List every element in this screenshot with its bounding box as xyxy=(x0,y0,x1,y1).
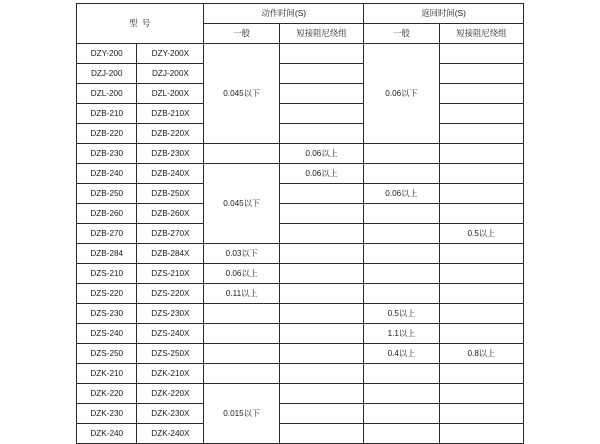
cell-action-damping xyxy=(279,64,363,84)
cell-model-primary: DZY-200 xyxy=(77,44,137,64)
cell-model-primary: DZB-240 xyxy=(77,164,137,184)
cell-model-primary: DZS-220 xyxy=(77,284,137,304)
table-row xyxy=(77,204,524,224)
table-row xyxy=(77,364,524,384)
cell-model-primary: DZB-220 xyxy=(77,124,137,144)
cell-return-general xyxy=(364,244,440,264)
cell-model-secondary: DZK-220X xyxy=(137,384,204,404)
cell-return-damping xyxy=(439,284,523,304)
cell-model-secondary: DZS-230X xyxy=(137,304,204,324)
cell-action-damping xyxy=(279,224,363,244)
cell-action-damping xyxy=(279,44,363,64)
table-row xyxy=(77,224,524,244)
cell-return-damping xyxy=(439,84,523,104)
column-header-return-damping: 短接阻尼绕组 xyxy=(439,24,523,44)
cell-model-primary: DZB-230 xyxy=(77,144,137,164)
cell-model-primary: DZJ-200 xyxy=(77,64,137,84)
cell-action-damping xyxy=(279,204,363,224)
column-header-return-time: 返回时间(S) xyxy=(364,4,524,24)
cell-action-damping xyxy=(279,104,363,124)
cell-return-damping xyxy=(439,104,523,124)
cell-action-damping xyxy=(279,124,363,144)
cell-action-damping xyxy=(279,84,363,104)
cell-action-damping xyxy=(279,344,363,364)
cell-action-general xyxy=(204,304,280,324)
cell-model-primary: DZS-250 xyxy=(77,344,137,364)
cell-action-damping: 0.06以上 xyxy=(279,144,363,164)
cell-model-primary: DZS-240 xyxy=(77,324,137,344)
cell-action-damping xyxy=(279,264,363,284)
cell-return-damping xyxy=(439,204,523,224)
cell-return-general: 0.5以上 xyxy=(364,304,440,324)
cell-action-damping xyxy=(279,404,363,424)
table-row xyxy=(77,124,524,144)
cell-return-damping xyxy=(439,124,523,144)
cell-return-damping xyxy=(439,164,523,184)
table-row xyxy=(77,284,524,304)
table-row xyxy=(77,184,524,204)
cell-action-damping xyxy=(279,364,363,384)
table-row xyxy=(77,324,524,344)
table-row xyxy=(77,344,524,364)
cell-return-damping: 0.8以上 xyxy=(439,344,523,364)
cell-model-primary: DZL-200 xyxy=(77,84,137,104)
cell-return-damping xyxy=(439,304,523,324)
cell-model-primary: DZB-210 xyxy=(77,104,137,124)
cell-action-general: 0.015以下 xyxy=(204,384,280,444)
table-row xyxy=(77,304,524,324)
cell-return-general xyxy=(364,264,440,284)
table-row xyxy=(77,404,524,424)
cell-action-damping xyxy=(279,384,363,404)
cell-return-damping xyxy=(439,424,523,444)
table-row xyxy=(77,384,524,404)
table-row xyxy=(77,64,524,84)
cell-model-secondary: DZB-230X xyxy=(137,144,204,164)
cell-return-damping: 0.5以上 xyxy=(439,224,523,244)
cell-model-primary: DZS-210 xyxy=(77,264,137,284)
cell-return-general: 0.4以上 xyxy=(364,344,440,364)
cell-action-damping xyxy=(279,184,363,204)
cell-return-general xyxy=(364,404,440,424)
table-body xyxy=(77,44,524,444)
cell-action-damping xyxy=(279,284,363,304)
cell-model-secondary: DZB-250X xyxy=(137,184,204,204)
cell-model-primary: DZB-250 xyxy=(77,184,137,204)
cell-model-secondary: DZB-220X xyxy=(137,124,204,144)
cell-return-general: 1.1以上 xyxy=(364,324,440,344)
cell-action-general: 0.03以下 xyxy=(204,244,280,264)
cell-action-general: 0.045以下 xyxy=(204,44,280,144)
cell-return-general xyxy=(364,284,440,304)
column-header-action-general: 一般 xyxy=(204,24,280,44)
column-header-model: 型 号 xyxy=(77,4,204,44)
cell-return-general: 0.06以上 xyxy=(364,184,440,204)
cell-return-damping xyxy=(439,184,523,204)
cell-model-secondary: DZB-260X xyxy=(137,204,204,224)
cell-return-damping xyxy=(439,324,523,344)
cell-return-damping xyxy=(439,64,523,84)
cell-return-damping xyxy=(439,244,523,264)
cell-model-primary: DZB-260 xyxy=(77,204,137,224)
cell-model-primary: DZK-220 xyxy=(77,384,137,404)
cell-model-secondary: DZS-210X xyxy=(137,264,204,284)
cell-return-damping xyxy=(439,404,523,424)
cell-model-secondary: DZB-240X xyxy=(137,164,204,184)
cell-model-secondary: DZS-220X xyxy=(137,284,204,304)
cell-model-secondary: DZL-200X xyxy=(137,84,204,104)
cell-model-secondary: DZS-240X xyxy=(137,324,204,344)
cell-action-general: 0.045以下 xyxy=(204,164,280,244)
cell-return-general xyxy=(364,164,440,184)
column-header-return-general: 一般 xyxy=(364,24,440,44)
cell-action-general xyxy=(204,144,280,164)
cell-return-general xyxy=(364,384,440,404)
cell-return-damping xyxy=(439,264,523,284)
table-row xyxy=(77,424,524,444)
cell-return-damping xyxy=(439,364,523,384)
cell-model-primary: DZK-210 xyxy=(77,364,137,384)
cell-model-secondary: DZY-200X xyxy=(137,44,204,64)
table-row xyxy=(77,244,524,264)
cell-model-primary: DZS-230 xyxy=(77,304,137,324)
table-header xyxy=(77,4,524,44)
cell-action-damping xyxy=(279,424,363,444)
cell-action-general: 0.11以上 xyxy=(204,284,280,304)
cell-model-primary: DZB-284 xyxy=(77,244,137,264)
cell-action-damping xyxy=(279,244,363,264)
cell-model-secondary: DZS-250X xyxy=(137,344,204,364)
cell-model-primary: DZB-270 xyxy=(77,224,137,244)
cell-return-general xyxy=(364,144,440,164)
cell-return-general: 0.06以下 xyxy=(364,44,440,144)
cell-model-secondary: DZB-284X xyxy=(137,244,204,264)
table-header-row-1 xyxy=(77,4,524,24)
cell-return-damping xyxy=(439,384,523,404)
cell-return-general xyxy=(364,204,440,224)
cell-model-secondary: DZK-230X xyxy=(137,404,204,424)
cell-model-secondary: DZB-270X xyxy=(137,224,204,244)
cell-action-general xyxy=(204,364,280,384)
cell-model-secondary: DZK-240X xyxy=(137,424,204,444)
table-row xyxy=(77,104,524,124)
cell-action-damping xyxy=(279,324,363,344)
table-row xyxy=(77,84,524,104)
column-header-action-damping: 短接阻尼绕组 xyxy=(279,24,363,44)
relay-timing-table xyxy=(76,3,524,444)
cell-return-general xyxy=(364,224,440,244)
cell-return-damping xyxy=(439,44,523,64)
table-row xyxy=(77,144,524,164)
cell-action-damping xyxy=(279,304,363,324)
table-row xyxy=(77,164,524,184)
cell-return-general xyxy=(364,424,440,444)
table-row xyxy=(77,264,524,284)
cell-return-general xyxy=(364,364,440,384)
column-header-action-time: 动作时间(S) xyxy=(204,4,364,24)
cell-action-general xyxy=(204,344,280,364)
cell-action-general xyxy=(204,324,280,344)
cell-model-primary: DZK-230 xyxy=(77,404,137,424)
cell-model-secondary: DZB-210X xyxy=(137,104,204,124)
cell-model-secondary: DZK-210X xyxy=(137,364,204,384)
cell-return-damping xyxy=(439,144,523,164)
table-row xyxy=(77,44,524,64)
cell-model-primary: DZK-240 xyxy=(77,424,137,444)
cell-model-secondary: DZJ-200X xyxy=(137,64,204,84)
cell-action-general: 0.06以上 xyxy=(204,264,280,284)
cell-action-damping: 0.06以上 xyxy=(279,164,363,184)
